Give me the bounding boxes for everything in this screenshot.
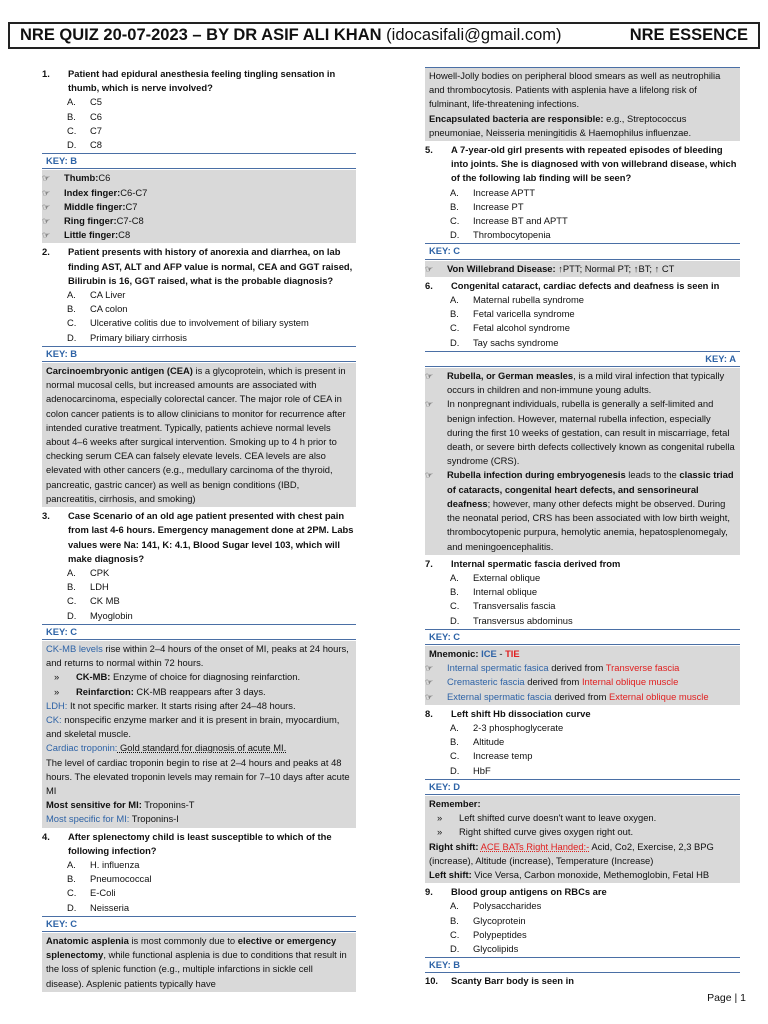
option-letter: B.: [67, 303, 76, 315]
double-arrow-icon: »: [437, 826, 443, 838]
list-item: » CK-MB: Enzyme of choice for diagnosing reinfarction.: [46, 670, 352, 684]
answer-option: [42, 124, 356, 138]
right-column: [425, 67, 740, 989]
answer-option: [42, 609, 356, 623]
option-letter: B.: [450, 308, 459, 320]
options-q4: [42, 858, 356, 915]
option-text: Myoglobin: [90, 609, 133, 621]
option-letter: C.: [450, 600, 460, 612]
explanation-q5: ☞ Von Willebrand Disease: ↑PTT; Normal PT; ↑BT; ↑ CT: [425, 261, 740, 277]
option-text: Ulcerative colitis due to involvement of biliary system: [90, 317, 309, 329]
option-text: Transversus abdominus: [473, 614, 573, 626]
answer-option: [42, 331, 356, 345]
answer-option: [42, 580, 356, 594]
explanation-q4: Anatomic asplenia is most commonly due to elective or emergency splenectomy, while functional asplenia is due to conditions that result in the loss of splenic function (e.g., multiple infarctions in sickle cell disease). Asplenic patients typically have: [42, 933, 356, 992]
option-letter: B.: [450, 586, 459, 598]
option-text: Increase PT: [473, 200, 524, 212]
option-letter: C.: [450, 750, 460, 762]
pointing-hand-icon: ☞: [42, 187, 51, 198]
page-header: [8, 22, 760, 49]
answer-option: [42, 566, 356, 580]
explanation-q3: CK-MB levels rise within 2–4 hours of the onset of MI, peaks at 24 hours, and returns to normal within 72 hours. » CK-MB: Enzyme of choice for diagnosing reinfarction. » Reinfarction: CK-MB reappears after 3 days. LDH: It not specific marker. It starts rising after 24–48 hours. CK: nonspecific enzyme marker and it is present in brain, myocardium, and skeletal muscle. Cardiac troponin: Gold standard for diagnosis of acute MI. The level of cardiac troponin begin to rise at 2–4 hours and peaks at 48 hours. The elevated troponin levels may remain for 7–10 days after acute MI Most sensitive for MI: Troponins-T Most specific for MI: Troponins-I: [42, 641, 356, 828]
option-text: HbF: [473, 764, 491, 776]
answer-option: [425, 614, 740, 628]
answer-option: [42, 316, 356, 330]
options-q2: [42, 288, 356, 345]
answer-option: [42, 302, 356, 316]
option-letter: C.: [67, 124, 77, 136]
option-text: H. influenza: [90, 858, 140, 870]
answer-option: [425, 186, 740, 200]
list-item: ☞ Middle finger: C7: [42, 200, 352, 214]
list-item: ☞ Index finger: C6-C7: [42, 186, 352, 200]
list-item: ☞ Thumb: C6: [42, 171, 352, 185]
option-letter: C.: [450, 322, 460, 334]
options-q3: [42, 566, 356, 623]
pointing-hand-icon: ☞: [42, 173, 51, 184]
header-title: NRE QUIZ 20-07-2023 – BY DR ASIF ALI KHAN: [20, 26, 382, 44]
option-letter: C.: [450, 928, 460, 940]
option-text: Fetal alcohol syndrome: [473, 322, 570, 334]
option-text: CPK: [90, 566, 110, 578]
options-q8: [425, 721, 740, 778]
options-q6: [425, 293, 740, 350]
header-brand: NRE ESSENCE: [629, 26, 748, 44]
option-text: C8: [90, 139, 102, 151]
answer-option: [425, 214, 740, 228]
answer-key-q1: KEY: B: [42, 153, 356, 169]
option-letter: D.: [450, 614, 460, 626]
option-text: Neisseria: [90, 901, 130, 913]
option-text: 2-3 phosphoglycerate: [473, 721, 564, 733]
option-letter: B.: [450, 914, 459, 926]
option-text: External oblique: [473, 571, 541, 583]
option-letter: D.: [67, 331, 77, 343]
option-letter: D.: [450, 764, 460, 776]
option-text: CA colon: [90, 303, 128, 315]
option-letter: D.: [67, 139, 77, 151]
option-letter: A.: [450, 571, 459, 583]
explanation-q6: [425, 368, 740, 555]
option-letter: C.: [67, 595, 77, 607]
list-item: ☞ Cremasteric fascia derived from Internal oblique muscle: [425, 675, 736, 689]
answer-option: [425, 942, 740, 956]
option-text: Polypeptides: [473, 928, 527, 940]
pointing-hand-icon: ☞: [425, 677, 434, 688]
option-letter: D.: [450, 942, 460, 954]
question-10: 10. Scanty Barr body is seen in: [425, 975, 574, 987]
double-arrow-icon: »: [54, 671, 60, 683]
answer-option: [42, 901, 356, 915]
option-text: C5: [90, 96, 102, 108]
option-letter: B.: [450, 200, 459, 212]
list-item: » Reinfarction: CK-MB reappears after 3 days.: [46, 685, 352, 699]
option-text: Glycoprotein: [473, 914, 526, 926]
pointing-hand-icon: ☞: [42, 201, 51, 212]
option-text: Increase APTT: [473, 186, 536, 198]
option-letter: B.: [67, 581, 76, 593]
answer-option: [425, 721, 740, 735]
question-3: 3. Case Scenario of an old age patient presented with chest pain from last 4-6 hours. Emergency management done at 2PM. Labs values were Na: 141, K: 4.1, Blood Sugar level 103, which will make diagnosis?: [42, 510, 354, 564]
answer-key-q4: KEY: C: [42, 916, 356, 932]
list-item: ☞ Ring finger: C7-C8: [42, 214, 352, 228]
option-letter: B.: [67, 110, 76, 122]
option-text: E-Coli: [90, 887, 116, 899]
option-letter: D.: [450, 336, 460, 348]
question-2: 2. Patient presents with history of anorexia and diarrhea, on lab finding AST, ALT and AFP value is normal, CEA and GGT raised, Bilirubin is 16, GGT raised, what is the probable diagnosis?: [42, 246, 353, 286]
option-letter: A.: [67, 858, 76, 870]
option-text: LDH: [90, 581, 109, 593]
option-text: Tay sachs syndrome: [473, 336, 559, 348]
answer-key-q8: KEY: D: [425, 779, 740, 795]
option-letter: C.: [67, 887, 77, 899]
option-letter: D.: [67, 609, 77, 621]
answer-option: [42, 858, 356, 872]
question-6: 6. Congenital cataract, cardiac defects and deafness is seen in: [425, 279, 720, 291]
option-text: C6: [90, 110, 102, 122]
list-item: » Right shifted curve gives oxygen right out.: [429, 825, 736, 839]
answer-option: [425, 336, 740, 350]
pointing-hand-icon: ☞: [42, 230, 51, 241]
pointing-hand-icon: ☞: [425, 263, 434, 274]
option-text: Thrombocytopenia: [473, 229, 551, 241]
answer-option: [425, 764, 740, 778]
answer-option: [425, 585, 740, 599]
answer-option: [425, 200, 740, 214]
answer-option: [425, 899, 740, 913]
list-item: ☞ Rubella infection during embryogenesis leads to the classic triad of cataracts, congenital heart defects, and sensorineural deafness; however, many other defects might be observed. During the neonatal period, CRS has been associated with low birth weight, thrombocytopenic purpura, hemolytic anemia, hepatosplenomegaly, and meningoencephalitis.: [425, 468, 736, 553]
list-item: ☞ In nonpregnant individuals, rubella is generally a self-limited and benign infection. However, maternal rubella infection, especially during the first 10 weeks of gestation, can result in miscarriage, fetal death, or severe birth defects collectively known as congenital rubella syndrome (CRS).: [425, 397, 736, 468]
answer-key-q9: KEY: B: [425, 957, 740, 973]
answer-option: [42, 872, 356, 886]
question-9: 9. Blood group antigens on RBCs are: [425, 886, 607, 898]
option-letter: A.: [67, 566, 76, 578]
list-item: ☞ External spermatic fascia derived from External oblique muscle: [425, 690, 736, 704]
option-letter: A.: [450, 900, 459, 912]
list-item: ☞ Little finger: C8: [42, 228, 352, 242]
options-q5: [425, 186, 740, 243]
explanation-q2: Carcinoembryonic antigen (CEA) is a glycoprotein, which is present in normal mucosal cells, but increased amounts are associated with adenocarcinoma, especially colorectal cancer. The major role of CEA in colon cancer patients is to allow clinicians to monitor for recurrence after intended curative treatment. Typically, patients achieve normal levels about 4–6 weeks after surgical intervention. Smoking up to 4 h prior to checking serum CEA can falsely elevate levels. CEA levels are also elevated with other cancers (e.g., medullary carcinoma of the thyroid, pancreatic, gastric cancer) as well as benign conditions (IBD, pancreatitis, cirrhosis, and smoking): [42, 363, 356, 507]
options-q7: [425, 571, 740, 628]
answer-option: [425, 914, 740, 928]
answer-key-q3: KEY: C: [42, 624, 356, 640]
page-number: Page | 1: [707, 992, 746, 1004]
answer-option: [42, 138, 356, 152]
option-letter: A.: [450, 186, 459, 198]
question-7: 7. Internal spermatic fascia derived from: [425, 557, 621, 569]
pointing-hand-icon: ☞: [42, 216, 51, 227]
option-text: Transversalis fascia: [473, 600, 556, 612]
option-text: C7: [90, 124, 102, 136]
header-email: (idocasifali@gmail.com): [386, 26, 562, 44]
option-letter: D.: [450, 229, 460, 241]
option-text: Glycolipids: [473, 942, 519, 954]
answer-option: [425, 749, 740, 763]
option-letter: A.: [67, 289, 76, 301]
option-letter: B.: [67, 873, 76, 885]
explanation-q4-continued: Howell-Jolly bodies on peripheral blood smears as well as neutrophilia and thrombocytosis. Patients with asplenia have a lifelong risk of fulminant, life-threatening infections. Encapsulated bacteria are responsible: e.g., Streptococcus pneumoniae, Neisseria meningitidis & Haemophilus influenzae.: [425, 67, 740, 141]
answer-option: [42, 110, 356, 124]
explanation-q7: Mnemonic: ICE - TIE ☞ Internal spermatic fasica derived from Transverse fascia ☞ Cremasteric fascia derived from Internal oblique muscle ☞ External spermatic fascia derived from External oblique muscle: [425, 646, 740, 705]
answer-option: [425, 307, 740, 321]
answer-option: [42, 594, 356, 608]
pointing-hand-icon: ☞: [425, 470, 434, 481]
options-q1: [42, 95, 356, 152]
option-letter: D.: [67, 901, 77, 913]
answer-option: [425, 321, 740, 335]
answer-key-q5: KEY: C: [425, 243, 740, 259]
option-text: Increase BT and APTT: [473, 215, 568, 227]
answer-key-q6: KEY: A: [425, 351, 740, 367]
answer-option: [425, 928, 740, 942]
list-item: » Left shifted curve doesn't want to leave oxygen.: [429, 811, 736, 825]
answer-option: [42, 288, 356, 302]
double-arrow-icon: »: [437, 812, 443, 824]
question-1: 1. Patient had epidural anesthesia feeling tingling sensation in thumb, which is nerve involved?: [42, 68, 336, 94]
double-arrow-icon: »: [54, 685, 60, 697]
left-column: [42, 67, 356, 994]
option-letter: A.: [67, 96, 76, 108]
answer-key-q7: KEY: C: [425, 629, 740, 645]
answer-option: [425, 735, 740, 749]
option-text: Altitude: [473, 736, 505, 748]
option-letter: A.: [450, 721, 459, 733]
option-text: Polysaccharides: [473, 900, 542, 912]
option-letter: C.: [450, 215, 460, 227]
answer-option: [425, 599, 740, 613]
option-text: CA Liver: [90, 289, 126, 301]
answer-option: [42, 886, 356, 900]
option-letter: A.: [450, 294, 459, 306]
option-text: CK MB: [90, 595, 120, 607]
answer-option: [425, 228, 740, 242]
option-text: Primary biliary cirrhosis: [90, 331, 187, 343]
question-5: 5. A 7-year-old girl presents with repeated episodes of bleeding into joints. She is diagnosed with von willebrand disease, which of the following lab finding will be seen?: [425, 144, 737, 184]
pointing-hand-icon: ☞: [425, 399, 434, 410]
pointing-hand-icon: ☞: [425, 371, 434, 382]
question-4: 4. After splenectomy child is least susceptible to which of the following infection?: [42, 830, 332, 856]
list-item: ☞ Internal spermatic fasica derived from Transverse fascia: [425, 661, 736, 675]
list-item: ☞ Rubella, or German measles, is a mild viral infection that typically occurs in children and non-immune young adults.: [425, 369, 736, 397]
pointing-hand-icon: ☞: [425, 663, 434, 674]
explanation-q8: Remember: » Left shifted curve doesn't want to leave oxygen. » Right shifted curve gives oxygen right out. Right shift: ACE BATs Right Handed:- Acid, Co2, Exercise, 2,3 BPG (increase), Altitude (increase), Temperature (Increase) Left shift: Vice Versa, Carbon monoxide, Methemoglobin, Fetal HB: [425, 796, 740, 883]
option-letter: B.: [450, 736, 459, 748]
answer-key-q2: KEY: B: [42, 346, 356, 362]
answer-option: [425, 293, 740, 307]
option-text: Internal oblique: [473, 586, 538, 598]
explanation-q1: [42, 170, 356, 243]
option-text: Maternal rubella syndrome: [473, 294, 584, 306]
answer-option: [42, 95, 356, 109]
option-text: Fetal varicella syndrome: [473, 308, 575, 320]
option-text: Pneumococcal: [90, 873, 152, 885]
option-text: Increase temp: [473, 750, 533, 762]
option-letter: C.: [67, 317, 77, 329]
answer-option: [425, 571, 740, 585]
options-q9: [425, 899, 740, 956]
question-8: 8. Left shift Hb dissociation curve: [425, 707, 591, 719]
pointing-hand-icon: ☞: [425, 691, 434, 702]
